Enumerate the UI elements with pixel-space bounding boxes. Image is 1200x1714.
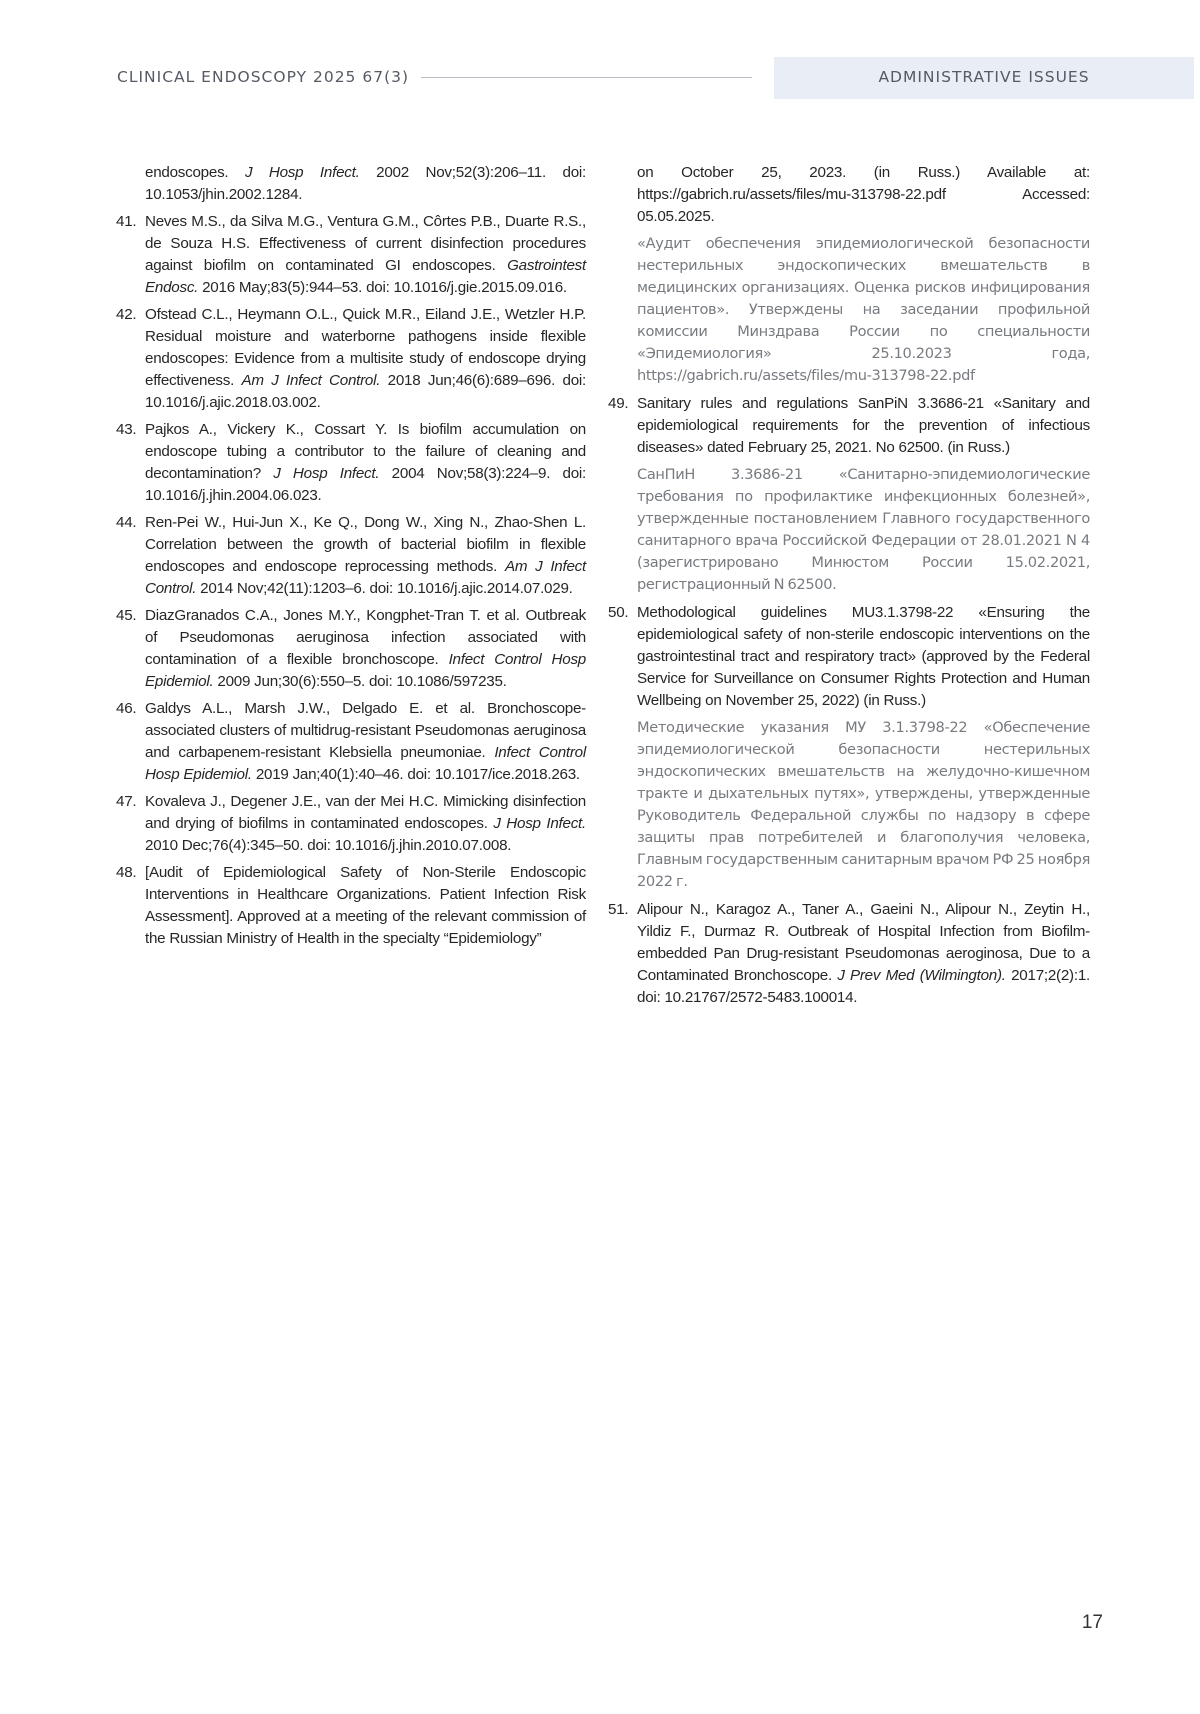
reference-text: DiazGranados C.A., Jones M.Y., Kongphet-Tran T. et al. Outbreak of Pseudomonas aeruginosa infection associated with contamination of a flexible bronchoscope.: [145, 607, 586, 668]
references-left-column: [116, 162, 586, 955]
reference-journal: J Prev Med (Wilmington).: [837, 967, 1006, 984]
page-number: 17: [1081, 1612, 1103, 1633]
reference-number: 47.: [116, 793, 137, 810]
reference-text: Alipour N., Karagoz A., Taner A., Gaeini N., Alipour N., Zeytin H., Yildiz F., Durmaz R. Outbreak of Hospital Infection from Biofilm-embedded Pan Drug-resistant Pseudomonas aeroginosa, Due to a Contaminated Bronchoscope.: [637, 901, 1090, 984]
reference-citation: 2018 Jun;46(6):689–696. doi: 10.1016/j.ajic.2018.03.002.: [145, 372, 586, 411]
reference-number: 50.: [608, 604, 629, 621]
reference-48: [116, 862, 586, 950]
reference-49: [608, 393, 1090, 459]
reference-49-russian-original: СанПиН 3.3686-21 «Санитарно-эпидемиологические требования по профилактике инфекционных болезней», утвержденные постановлением Главного государственного санитарного врача Российской Федерации от 28.01.2021 N 4 (зарегистрировано Минюстом России 15.02.2021, регистрационный N 62500.: [637, 466, 1090, 593]
reference-number: 46.: [116, 700, 137, 717]
reference-text: [Audit of Epidemiological Safety of Non-Sterile Endoscopic Interventions in Healthcare Organizations. Patient Infection Risk Assessment]. Approved at a meeting of the relevant commission of the Russian Ministry of Health in the specialty “Epidemiology”: [145, 864, 586, 947]
reference-46: [116, 698, 586, 786]
reference-44: [116, 512, 586, 600]
reference-journal: Infect Control Hosp Epidemiol.: [145, 744, 586, 783]
reference-text: Kovaleva J., Degener J.E., van der Mei H.C. Mimicking disinfection and drying of biofilms in contaminated endoscopes.: [145, 793, 586, 832]
header-divider: [421, 77, 752, 78]
section-label: ADMINISTRATIVE ISSUES: [878, 68, 1090, 86]
reference-citation: 2009 Jun;30(6):550–5. doi: 10.1086/597235.: [213, 673, 507, 690]
reference-journal: J Hosp Infect.: [244, 164, 360, 181]
journal-running-title: CLINICAL ENDOSCOPY 2025 67(3): [117, 68, 410, 86]
reference-citation: 2016 May;83(5):944–53. doi: 10.1016/j.gie.2015.09.016.: [198, 279, 567, 296]
reference-text: Sanitary rules and regulations SanPiN 3.3686-21 «Sanitary and epidemiological requirements for the prevention of infectious diseases» dated February 25, 2021. No 62500. (in Russ.): [637, 395, 1090, 456]
reference-text: Methodological guidelines MU3.1.3798-22 «Ensuring the epidemiological safety of non-sterile endoscopic interventions on the gastrointestinal tract and respiratory tract» (approved by the Federal Service for Surveillance on Consumer Rights Protection and Human Wellbeing on November 25, 2022) (in Russ.): [637, 604, 1090, 709]
reference-journal: Gastrointest Endosc.: [145, 257, 586, 296]
reference-journal: Am J Infect Control.: [145, 558, 586, 597]
reference-51: [608, 899, 1090, 1009]
reference-text: endoscopes.: [145, 164, 245, 181]
reference-text: Galdys A.L., Marsh J.W., Delgado E. et al. Bronchoscope-associated clusters of multidrug-resistant Pseudomonas aeruginosa and carbapenem-resistant Klebsiella pneumoniae.: [145, 700, 586, 761]
reference-journal: J Hosp Infect.: [273, 465, 380, 482]
reference-citation: 2004 Nov;58(3):224–9. doi: 10.1016/j.jhin.2004.06.023.: [145, 465, 586, 504]
reference-number: 48.: [116, 864, 137, 881]
section-banner: [774, 57, 1194, 99]
reference-40-continued: [116, 162, 586, 206]
reference-48-continued: [608, 162, 1090, 228]
reference-text: Ren-Pei W., Hui-Jun X., Ke Q., Dong W., Xing N., Zhao-Shen L. Correlation between the growth of bacterial biofilm in flexible endoscopes and endoscope reprocessing methods.: [145, 514, 586, 575]
reference-citation: 2019 Jan;40(1):40–46. doi: 10.1017/ice.2018.263.: [251, 766, 580, 783]
reference-50: [608, 602, 1090, 712]
reference-citation: 2002 Nov;52(3):206–11. doi: 10.1053/jhin.2002.1284.: [145, 164, 586, 203]
reference-42: [116, 304, 586, 414]
reference-47: [116, 791, 586, 857]
reference-number: 49.: [608, 395, 629, 412]
reference-number: 42.: [116, 306, 137, 323]
reference-citation: 2017;2(2):1. doi: 10.21767/2572-5483.100014.: [637, 967, 1091, 1006]
references-right-column: [608, 162, 1090, 1014]
reference-citation: 2014 Nov;42(11):1203–6. doi: 10.1016/j.ajic.2014.07.029.: [196, 580, 573, 597]
reference-number: 51.: [608, 901, 629, 918]
reference-number: 44.: [116, 514, 137, 531]
reference-number: 45.: [116, 607, 137, 624]
reference-45: [116, 605, 586, 693]
reference-48-russian-original: «Аудит обеспечения эпидемиологической безопасности нестерильных эндоскопических вмешательств в медицинских организациях. Оценка рисков инфицирования пациентов». Утверждены на заседании профильной комиссии Минздрава России по специальности «Эпидемиология» 25.10.2023 года, https://gabrich.ru/assets/files/mu-313798-22.pdf: [637, 235, 1090, 384]
reference-number: 41.: [116, 213, 137, 230]
reference-journal: J Hosp Infect.: [493, 815, 586, 832]
reference-text: Neves M.S., da Silva M.G., Ventura G.M., Côrtes P.B., Duarte R.S., de Souza H.S. Effectiveness of current disinfection procedures against biofilm on contaminated GI endoscopes.: [145, 213, 586, 274]
reference-citation: 2010 Dec;76(4):345–50. doi: 10.1016/j.jhin.2010.07.008.: [145, 837, 512, 854]
reference-41: [116, 211, 586, 299]
reference-text: on October 25, 2023. (in Russ.) Available at: https://gabrich.ru/assets/files/mu-313798-22.pdf Accessed: 05.05.2025.: [637, 164, 1090, 225]
reference-number: 43.: [116, 421, 137, 438]
reference-journal: Infect Control Hosp Epidemiol.: [145, 651, 586, 690]
reference-text: Pajkos A., Vickery K., Cossart Y. Is biofilm accumulation on endoscope tubing a contributor to the failure of cleaning and decontamination?: [145, 421, 586, 482]
reference-50-russian-original: Методические указания МУ 3.1.3798-22 «Обеспечение эпидемиологической безопасности нестерильных эндоскопических вмешательств на желудочно-кишечном тракте и дыхательных путях», утверждены, утвержденные Руководитель Федеральной службы по надзору в сфере защиты прав потребителей и благополучия человека, Главным государственным санитарным врачом РФ 25 ноября 2022 г.: [637, 719, 1090, 890]
reference-journal: Am J Infect Control.: [241, 372, 381, 389]
reference-43: [116, 419, 586, 507]
reference-text: Ofstead C.L., Heymann O.L., Quick M.R., Eiland J.E., Wetzler H.P. Residual moisture and waterborne pathogens inside flexible endoscopes: Evidence from a multisite study of endoscope drying effectiveness.: [145, 306, 586, 389]
